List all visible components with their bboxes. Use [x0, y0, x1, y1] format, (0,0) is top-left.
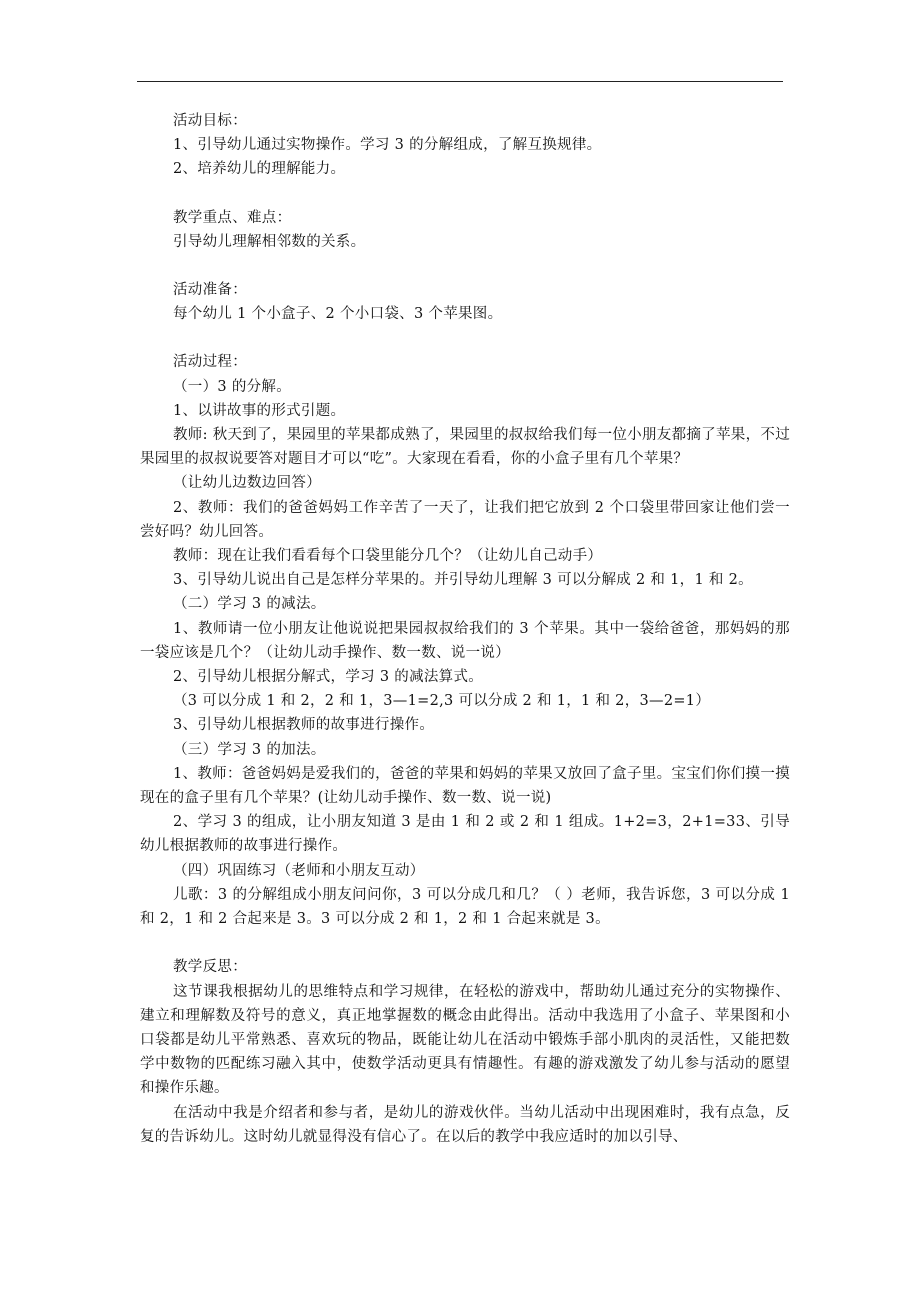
paragraph: （四）巩固练习（老师和小朋友互动）: [173, 862, 425, 879]
paragraph: 3、引导幼儿说出自己是怎样分苹果的。并引导幼儿理解 3 可以分解成 2 和 1，1 和 2。: [173, 572, 753, 589]
paragraph: 2、教师：我们的爸爸妈妈工作辛苦了一天了，让我们把它放到 2 个口袋里带回家让他们尝一尝好吗？幼儿回答。: [140, 499, 790, 540]
paragraph: 教师：现在让我们看看每个口袋里能分几个？（让幼儿自己动手）: [173, 548, 603, 565]
paragraph: 2、培养幼儿的理解能力。: [173, 161, 346, 178]
paragraph: 1、教师：爸爸妈妈是爱我们的，爸爸的苹果和妈妈的苹果又放回了盒子里。宝宝们你们摸一摸现在的盒子里有几个苹果？(让幼儿动手操作、数一数、说一说): [140, 765, 790, 807]
header-rule: [137, 81, 783, 82]
section-gap: [140, 931, 790, 955]
paragraph: 2、学习 3 的组成，让小朋友知道 3 是由 1 和 2 或 2 和 1 组成。1+2=3，2+1=33、引导幼儿根据教师的故事进行操作。: [140, 814, 790, 855]
paragraph: （3 可以分成 1 和 2，2 和 1，3—1=2,3 可以分成 2 和 1，1 和 2，3—2=1）: [173, 693, 711, 710]
section-heading-process: 活动过程：: [173, 354, 247, 371]
paragraph: 2、引导幼儿根据分解式，学习 3 的减法算式。: [173, 669, 484, 686]
paragraph: 1、引导幼儿通过实物操作。学习 3 的分解组成，了解互换规律。: [173, 137, 602, 154]
paragraph: 1、以讲故事的形式引题。: [173, 402, 346, 419]
paragraph: 在活动中我是介绍者和参与者，是幼儿的游戏伙伴。当幼儿活动中出现困难时，我有点急，反复的告诉幼儿。这时幼儿就显得没有信心了。在以后的教学中我应适时的加以引导、: [140, 1104, 790, 1145]
section-heading-reflection: 教学反思：: [173, 959, 247, 976]
section-gap: [140, 182, 790, 206]
paragraph: （二）学习 3 的减法。: [173, 596, 326, 613]
paragraph: 儿歌：3 的分解组成小朋友问问你，3 可以分成几和几？（ ）老师，我告诉您，3 可以分成 1 和 2，1 和 2 合起来是 3。3 可以分成 2 和 1，2 和 1 合起来就是 3。: [140, 886, 795, 928]
section-heading-key-points: 教学重点、难点：: [173, 209, 292, 226]
paragraph: （让幼儿边数边回答）: [173, 475, 321, 492]
paragraph: （三）学习 3 的加法。: [173, 741, 326, 758]
paragraph: 教师: 秋天到了，果园里的苹果都成熟了，果园里的叔叔给我们每一位小朋友都摘了苹果，不过果园里的叔叔说要答对题目才可以“吃”。大家现在看看，你的小盒子里有几个苹果？: [140, 427, 790, 468]
section-gap: [140, 254, 790, 278]
section-gap: [140, 326, 790, 350]
document-body: [140, 109, 795, 1149]
paragraph: 1、教师请一位小朋友让他说说把果园叔叔给我们的 3 个苹果。其中一袋给爸爸，那妈妈的那一袋应该是几个？（让幼儿动手操作、数一数、说一说）: [140, 620, 790, 661]
paragraph: 每个幼儿 1 个小盒子、2 个小口袋、3 个苹果图。: [173, 306, 503, 323]
paragraph: 3、引导幼儿根据教师的故事进行操作。: [173, 717, 435, 734]
paragraph: （一）3 的分解。: [173, 378, 292, 395]
section-heading-preparation: 活动准备：: [173, 282, 247, 299]
paragraph: 这节课我根据幼儿的思维特点和学习规律，在轻松的游戏中，帮助幼儿通过充分的实物操作、建立和理解数及符号的意义，真正地掌握数的概念由此得出。活动中我选用了小盒子、苹果图和小口袋都是幼儿平常熟悉、喜欢玩的物品，既能让幼儿在活动中锻炼手部小肌肉的灵活性，又能把数学中数物的匹配练习融入其中，使数学活动更具有情趣性。有趣的游戏激发了幼儿参与活动的愿望和操作乐趣。: [140, 983, 790, 1097]
paragraph: 引导幼儿理解相邻数的关系。: [173, 233, 366, 250]
section-heading-goals: 活动目标：: [173, 113, 247, 129]
